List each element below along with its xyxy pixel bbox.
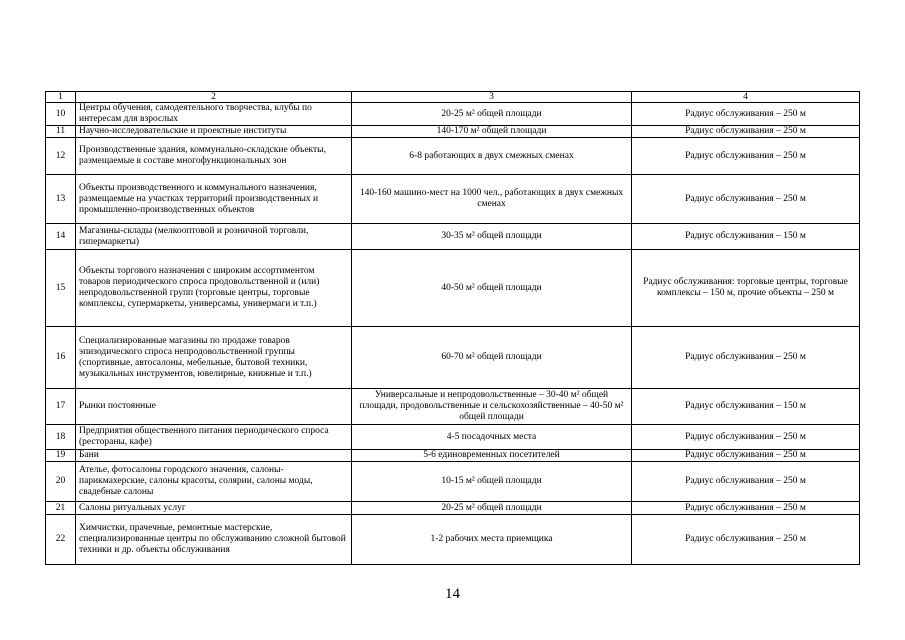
service-radius: Радиус обслуживания – 250 м bbox=[632, 425, 860, 450]
header-row bbox=[46, 92, 860, 103]
object-name: Салоны ритуальных услуг bbox=[76, 502, 352, 515]
row-number: 12 bbox=[46, 138, 76, 175]
norm-value: 30-35 м² общей площади bbox=[352, 224, 632, 250]
service-radius: Радиус обслуживания – 250 м bbox=[632, 126, 860, 138]
norm-value: 40-50 м² общей площади bbox=[352, 250, 632, 327]
norm-value: Универсальные и непродовольственные – 30-40 м² общей площади, продовольственные и сельскохозяйственные – 40-50 м² общей площади bbox=[352, 389, 632, 425]
object-name: Объекты торгового назначения с широким ассортиментом товаров периодического спроса продовольственной и (или) непродовольственной групп (торговые центры, торговые комплексы, супермаркеты, универсамы, универмаги и т.п.) bbox=[76, 250, 352, 327]
norm-value: 4-5 посадочных места bbox=[352, 425, 632, 450]
page-number: 14 bbox=[445, 586, 460, 602]
row-number: 16 bbox=[46, 327, 76, 389]
row-number: 22 bbox=[46, 515, 76, 565]
norm-value: 140-170 м² общей площади bbox=[352, 126, 632, 138]
norm-value: 5-6 единовременных посетителей bbox=[352, 450, 632, 462]
service-radius: Радиус обслуживания – 250 м bbox=[632, 450, 860, 462]
row-number: 17 bbox=[46, 389, 76, 425]
service-radius: Радиус обслуживания – 250 м bbox=[632, 515, 860, 565]
row-number: 19 bbox=[46, 450, 76, 462]
column-header: 3 bbox=[352, 92, 632, 103]
object-name: Бани bbox=[76, 450, 352, 462]
service-radius: Радиус обслуживания – 250 м bbox=[632, 327, 860, 389]
service-radius: Радиус обслуживания – 150 м bbox=[632, 389, 860, 425]
service-radius: Радиус обслуживания – 150 м bbox=[632, 224, 860, 250]
object-name: Ателье, фотосалоны городского значения, салоны-парикмахерские, салоны красоты, солярии, салоны моды, свадебные салоны bbox=[76, 462, 352, 502]
column-header: 1 bbox=[46, 92, 76, 103]
object-name: Производственные здания, коммунально-складские объекты, размещаемые в составе многофункциональных зон bbox=[76, 138, 352, 175]
row-number: 18 bbox=[46, 425, 76, 450]
service-radius: Радиус обслуживания – 250 м bbox=[632, 138, 860, 175]
table-row bbox=[46, 126, 860, 138]
column-header: 4 bbox=[632, 92, 860, 103]
row-number: 21 bbox=[46, 502, 76, 515]
norm-value: 140-160 машино-мест на 1000 чел., работающих в двух смежных сменах bbox=[352, 175, 632, 224]
table-row bbox=[46, 250, 860, 327]
norm-value: 10-15 м² общей площади bbox=[352, 462, 632, 502]
norm-value: 1-2 рабочих места приемщика bbox=[352, 515, 632, 565]
norms-table bbox=[45, 91, 860, 565]
norm-value: 60-70 м² общей площади bbox=[352, 327, 632, 389]
row-number: 20 bbox=[46, 462, 76, 502]
object-name: Магазины-склады (мелкооптовой и розничной торговли, гипермаркеты) bbox=[76, 224, 352, 250]
object-name: Рынки постоянные bbox=[76, 389, 352, 425]
table-row bbox=[46, 462, 860, 502]
row-number: 15 bbox=[46, 250, 76, 327]
row-number: 14 bbox=[46, 224, 76, 250]
row-number: 13 bbox=[46, 175, 76, 224]
table-row bbox=[46, 389, 860, 425]
norm-value: 20-25 м² общей площади bbox=[352, 502, 632, 515]
table-row bbox=[46, 138, 860, 175]
column-header: 2 bbox=[76, 92, 352, 103]
row-number: 11 bbox=[46, 126, 76, 138]
table-row bbox=[46, 224, 860, 250]
table-row bbox=[46, 425, 860, 450]
table-row bbox=[46, 515, 860, 565]
object-name: Научно-исследовательские и проектные институты bbox=[76, 126, 352, 138]
object-name: Центры обучения, самодеятельного творчества, клубы по интересам для взрослых bbox=[76, 103, 352, 126]
service-radius: Радиус обслуживания – 250 м bbox=[632, 462, 860, 502]
service-radius: Радиус обслуживания – 250 м bbox=[632, 175, 860, 224]
table-row bbox=[46, 327, 860, 389]
table-row bbox=[46, 103, 860, 126]
table-row bbox=[46, 175, 860, 224]
object-name: Химчистки, прачечные, ремонтные мастерские, специализированные центры по обслуживанию сложной бытовой техники и др. объекты обслуживания bbox=[76, 515, 352, 565]
object-name: Специализированные магазины по продаже товаров эпизодического спроса непродовольственной группы (спортивные, автосалоны, мебельные, бытовой техники, музыкальных инструментов, ювелирные, книжные и т.п.) bbox=[76, 327, 352, 389]
service-radius: Радиус обслуживания – 250 м bbox=[632, 502, 860, 515]
service-radius: Радиус обслуживания – 250 м bbox=[632, 103, 860, 126]
table-row bbox=[46, 450, 860, 462]
norm-value: 20-25 м² общей площади bbox=[352, 103, 632, 126]
service-radius: Радиус обслуживания: торговые центры, торговые комплексы – 150 м, прочие объекты – 250 м bbox=[632, 250, 860, 327]
norm-value: 6-8 работающих в двух смежных сменах bbox=[352, 138, 632, 175]
object-name: Объекты производственного и коммунального назначения, размещаемые на участках территорий производственных и промышленно-производственных объектов bbox=[76, 175, 352, 224]
object-name: Предприятия общественного питания периодического спроса (рестораны, кафе) bbox=[76, 425, 352, 450]
table-row bbox=[46, 502, 860, 515]
row-number: 10 bbox=[46, 103, 76, 126]
